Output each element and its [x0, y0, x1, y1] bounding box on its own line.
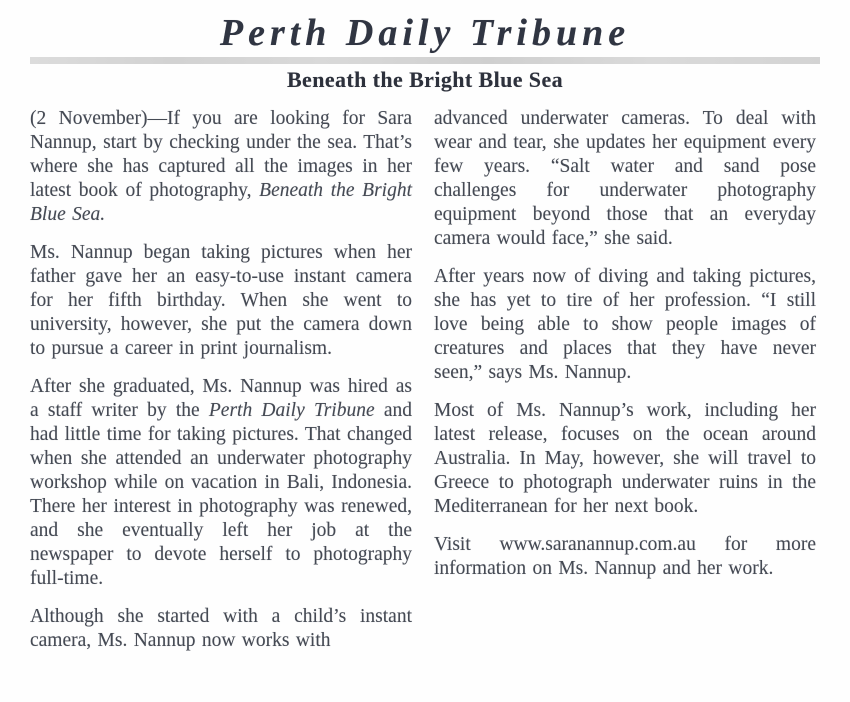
article-headline: Beneath the Bright Blue Sea	[286, 67, 564, 92]
text-segment: Most of Ms. Nannup’s work, including her latest release, focuses on the ocean around Australia. In May, however, she will travel to Greece to photograph underwater ruins in the Mediterranean for her next book.	[434, 400, 816, 517]
website-url: www.saranannup.com.au	[499, 534, 696, 555]
paragraph-travel	[434, 399, 816, 519]
paragraph-website	[434, 533, 816, 581]
article-body	[0, 107, 850, 667]
text-segment: After years now of diving and taking pictures, she has yet to tire of her profession. “I still love being able to show people images of creatures and places that they have never seen,” says Ms. Nannup.	[434, 266, 816, 383]
paragraph-career	[30, 375, 412, 591]
text-segment: After she graduated, Ms. Nannup was hired as a staff writer by the	[30, 376, 412, 421]
paragraph-cameras-start	[30, 605, 412, 653]
paragraph-dateline	[30, 107, 412, 227]
text-segment: and had little time for taking pictures. That changed when she attended an underwater photography workshop while on vacation in Bali, Indonesia. There her interest in photography was renewed, and she eventually left her job at the newspaper to devote herself to photography full-time.	[30, 400, 413, 589]
masthead-header	[0, 12, 850, 93]
book-title-italic: Beneath the Bright Blue Sea.	[30, 180, 412, 225]
text-segment: (2 November)—If you are looking for Sara Nannup, start by checking under the sea. That’s where she has captured all the images in her latest book of photography,	[30, 108, 412, 201]
masthead-title: Perth Daily Tribune	[219, 12, 631, 54]
right-column	[434, 107, 816, 667]
text-segment: Although she started with a child’s instant camera, Ms. Nannup now works with	[30, 606, 412, 651]
text-segment: for more information on Ms. Nannup and her work.	[434, 534, 816, 579]
left-column	[30, 107, 412, 667]
newspaper-title-italic: Perth Daily Tribune	[208, 400, 375, 421]
text-segment: Ms. Nannup began taking pictures when her father gave her an easy-to-use instant camera for her fifth birthday. When she went to university, however, she put the camera down to pursue a career in print journalism.	[30, 242, 412, 359]
text-segment: advanced underwater cameras. To deal with wear and tear, she updates her equipment every few years. “Salt water and sand pose challenges for underwater photography equipment beyond those that an everyday camera would face,” she said.	[434, 108, 816, 249]
paragraph-profession	[434, 265, 816, 385]
text-segment: Visit	[434, 534, 500, 555]
masthead-rule	[30, 57, 820, 64]
paragraph-equipment	[434, 107, 816, 251]
paragraph-childhood	[30, 241, 412, 361]
